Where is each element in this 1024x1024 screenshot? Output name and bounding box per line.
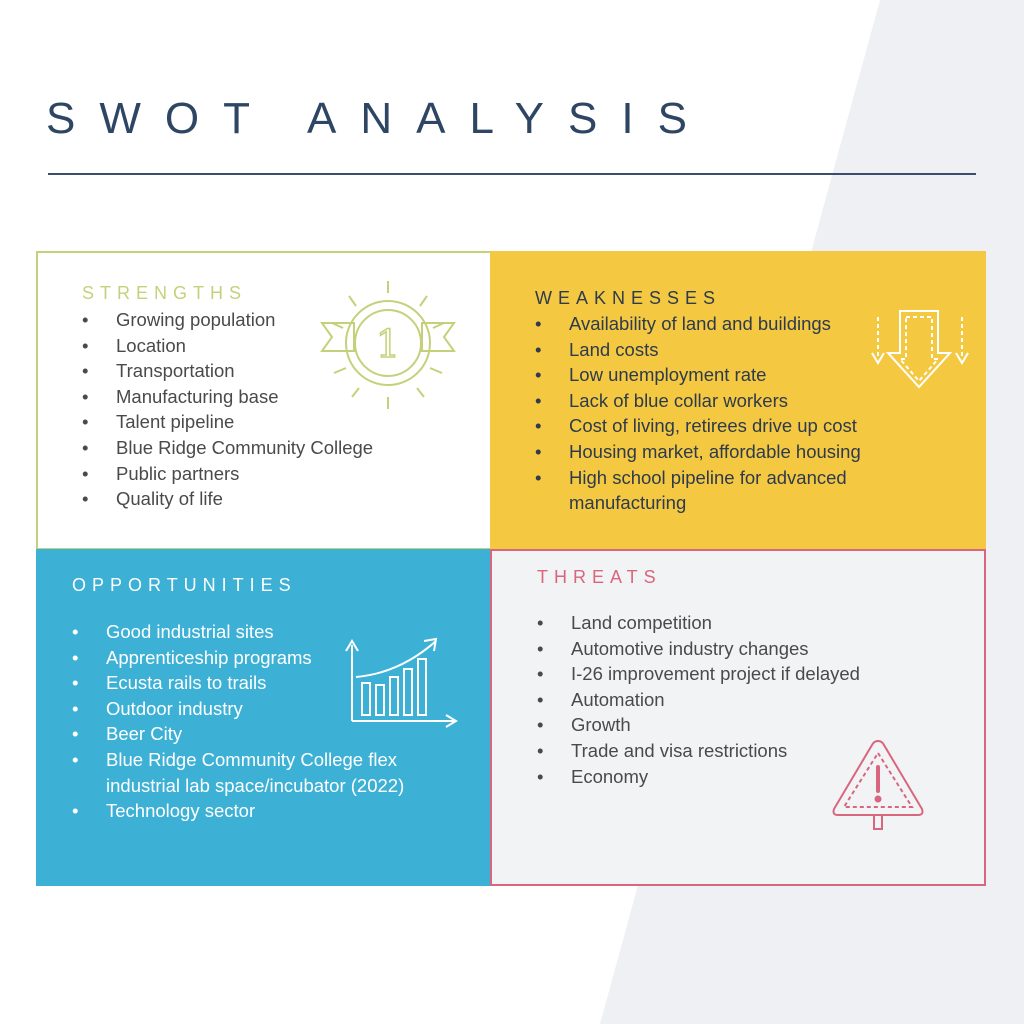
list-item: • Low unemployment rate bbox=[535, 362, 895, 388]
list-item: • Economy bbox=[537, 764, 917, 790]
title-divider bbox=[48, 173, 976, 175]
down-arrow-icon bbox=[866, 309, 978, 393]
warning-sign-icon bbox=[828, 735, 928, 835]
list-item: • Land costs bbox=[535, 337, 895, 363]
list-item: • High school pipeline for advanced manufacturing bbox=[535, 465, 895, 516]
opportunities-heading: OPPORTUNITIES bbox=[72, 575, 297, 595]
list-item: • Cost of living, retirees drive up cost bbox=[535, 413, 895, 439]
list-item: • Growth bbox=[537, 712, 917, 738]
weaknesses-list bbox=[535, 311, 895, 516]
list-item: • Manufacturing base bbox=[82, 384, 412, 410]
list-item: • Public partners bbox=[82, 461, 412, 487]
list-item: • Blue Ridge Community College flex industrial lab space/incubator (2022) bbox=[72, 747, 444, 798]
strengths-heading: STRENGTHS bbox=[82, 283, 248, 303]
list-item: • Talent pipeline bbox=[82, 409, 412, 435]
list-item: • Trade and visa restrictions bbox=[537, 738, 917, 764]
threats-quadrant bbox=[490, 549, 986, 886]
list-item: • Ecusta rails to trails bbox=[72, 670, 444, 696]
strengths-quadrant bbox=[36, 251, 492, 550]
growth-chart-icon bbox=[340, 633, 460, 731]
weaknesses-heading: WEAKNESSES bbox=[535, 288, 722, 308]
list-item: • Lack of blue collar workers bbox=[535, 388, 895, 414]
award-badge-icon bbox=[318, 277, 458, 413]
list-item: • I-26 improvement project if delayed bbox=[537, 661, 917, 687]
list-item: • Technology sector bbox=[72, 798, 444, 824]
list-item: • Location bbox=[82, 333, 412, 359]
list-item: • Outdoor industry bbox=[72, 696, 444, 722]
list-item: • Blue Ridge Community College bbox=[82, 435, 412, 461]
list-item: • Good industrial sites bbox=[72, 619, 444, 645]
list-item: • Land competition bbox=[537, 610, 917, 636]
list-item: • Quality of life bbox=[82, 486, 412, 512]
list-item: • Apprenticeship programs bbox=[72, 645, 444, 671]
threats-heading: THREATS bbox=[537, 567, 662, 587]
opportunities-quadrant bbox=[36, 549, 492, 886]
list-item: • Automotive industry changes bbox=[537, 636, 917, 662]
weaknesses-quadrant bbox=[490, 251, 986, 550]
list-item: • Automation bbox=[537, 687, 917, 713]
badge-number: 1 bbox=[375, 322, 401, 366]
page-title: SWOT ANALYSIS bbox=[46, 94, 711, 143]
list-item: • Transportation bbox=[82, 358, 412, 384]
list-item: • Availability of land and buildings bbox=[535, 311, 895, 337]
list-item: • Housing market, affordable housing bbox=[535, 439, 895, 465]
list-item: • Beer City bbox=[72, 721, 444, 747]
list-item: • Growing population bbox=[82, 307, 412, 333]
